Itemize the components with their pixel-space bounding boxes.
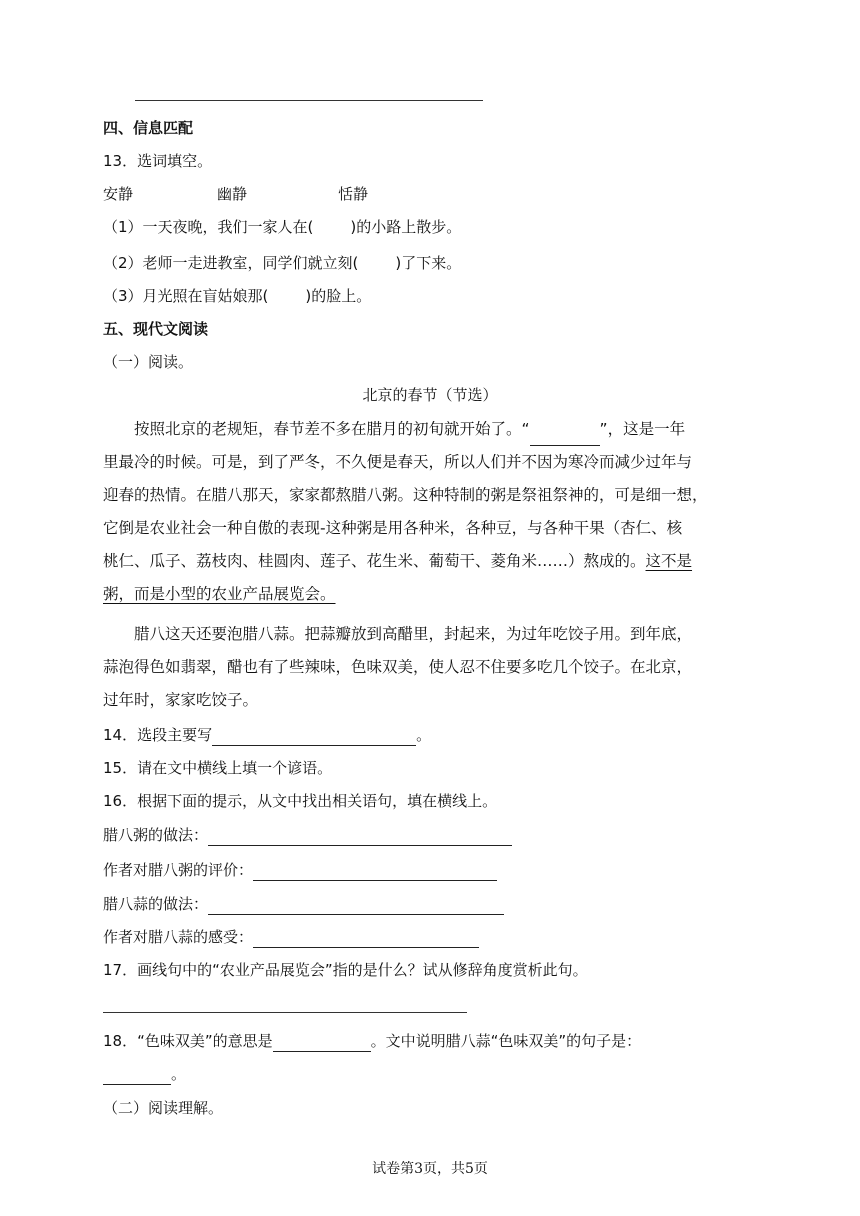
q16-answer-line-1[interactable] [208,827,512,846]
q16-line-4: 作者对腊八蒜的感受： [103,926,479,948]
q17-answer-line[interactable] [103,1012,467,1013]
part1-label: （一）阅读。 [103,353,194,371]
q16-line-1: 腊八粥的做法： [103,824,512,846]
answer-line-top [135,100,483,101]
q13-word-2: 幽静 [217,185,248,203]
q16-answer-line-3[interactable] [208,896,504,915]
q18-line-1: 18．“色味双美”的意思是 。文中说明腊八蒜“色味双美”的句子是： [103,1032,642,1050]
page-footer: 试卷第3页，共5页 [372,1161,488,1177]
q16-answer-line-4[interactable] [253,929,479,948]
q13-prompt: 13．选词填空。 [103,152,213,170]
q13-item-3: （3）月光照在盲姑娘那( )的脸上。 [103,287,372,305]
q16-line-2: 作者对腊八粥的评价： [103,859,497,881]
q16-prompt: 16．根据下面的提示，从文中找出相关语句，填在横线上。 [103,792,498,810]
q16-line-3: 腊八蒜的做法： [103,893,504,915]
passage-title: 北京的春节（节选） [362,386,498,404]
q14-answer-line[interactable] [212,727,416,746]
q13-item-1: （1）一天夜晚，我们一家人在( )的小路上散步。 [103,218,462,236]
q13-word-1: 安静 [103,185,134,203]
q13-word-3: 恬静 [338,185,369,203]
q13-item-2: （2）老师一走进教室，同学们就立刻( )了下来。 [103,254,462,272]
q18-line-2: 。 [103,1063,186,1085]
q16-answer-line-2[interactable] [253,862,497,881]
q18-answer-line-1[interactable] [273,1033,371,1052]
q14: 14．选段主要写 。 [103,726,432,744]
q17: 17．画线句中的“农业产品展览会”指的是什么？试从修辞角度赏析此句。 [103,961,588,979]
proverb-blank [530,427,600,446]
part2-label: （二）阅读理解。 [103,1099,224,1117]
q18-answer-line-2[interactable] [103,1066,171,1085]
passage-paragraph-2: 腊八这天还要泡腊八蒜。把蒜瓣放到高醋里，封起来，为过年吃饺子用。到年底， 蒜泡得色如翡翠，醋也有了些辣味，色味双美，使人忍不住要多吃几个饺子。在北京， 过年时，家家吃饺子。 [103,625,693,709]
underlined-sentence-end: 粥，而是小型的农业产品展览会。 [103,585,336,603]
underlined-sentence-start: 这不是 [645,552,693,570]
passage-paragraph-1: 按照北京的老规矩，春节差不多在腊月的初旬就开始了。“ ”，这是一年 里最冷的时候。可是，到了严冬，不久便是春天，所以人们并不因为寒冷而减少过年与 迎春的热情。在腊八那天，家家都熬腊八粥。这种特制的粥是祭祖祭神的，可是细一想， 它倒是农业社会一种自傲的表现-这种粥是用各种米，各种豆，与各种干果（杏仁、核 桃仁、瓜子、荔枝肉、桂圆肉、莲子、花生米、葡萄干、菱角米……）熬成的。这不是 粥，而是小型的农业产品展览会。 [103,420,708,603]
section5-heading: 五、现代文阅读 [103,320,209,338]
section4-heading: 四、信息匹配 [103,119,194,137]
q15: 15．请在文中横线上填一个谚语。 [103,759,333,777]
